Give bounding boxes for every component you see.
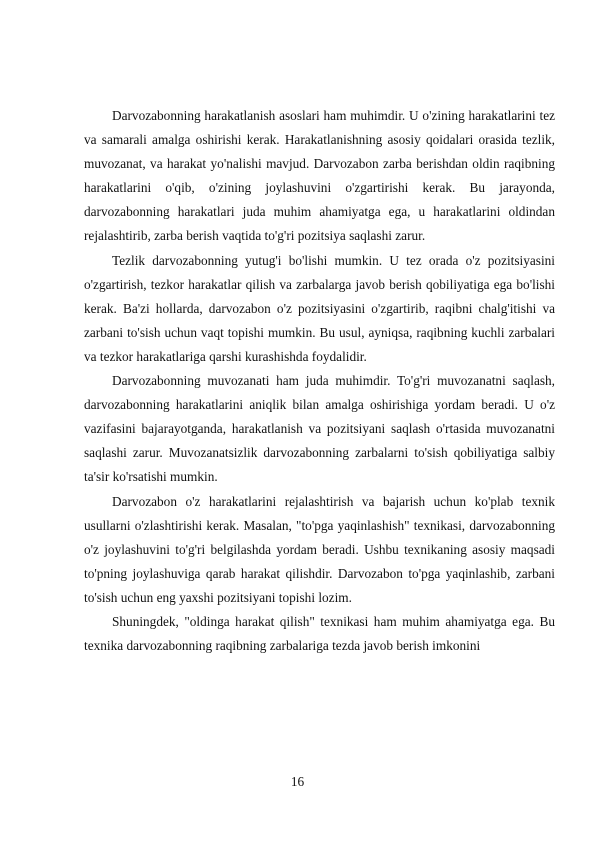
paragraph: Darvozabon o'z harakatlarini rejalashtirish va bajarish uchun ko'plab texnik usullarni o'zlashtirishi kerak. Masalan, "to'pga yaqinlashish" texnikasi, darvozabonning o'z joylashuvini to'g'ri belgilashda yordam beradi. Ushbu texnikaning asosiy maqsadi to'pning joylashuviga qarab harakat qilishdir. Darvozabon to'pga yaqinlashib, zarbani to'sish uchun eng yaxshi pozitsiyani topishi lozim. [84, 493, 555, 605]
paragraph: Darvozabonning harakatlanish asoslari ham muhimdir. U o'zining harakatlarini tez va samarali amalga oshirishi kerak. Harakatlanishning asosiy qoidalari orasida tezlik, muvozanat, va harakat yo'nalishi mavjud. Darvozabon zarba berishdan oldin raqibning harakatlarini o'qib, o'zining joylashuvini o'zgartirishi kerak. Bu jarayonda, darvozabonning harakatlari juda muhim ahamiyatga ega, u harakatlarini oldindan rejalashtirib, zarba berish vaqtida to'g'ri pozitsiya saqlashi zarur. [84, 108, 555, 244]
paragraph: Shuningdek, "oldinga harakat qilish" texnikasi ham muhim ahamiyatga ega. Bu texnika darvozabonning raqibning zarbalariga tezda javob berish imkonini [84, 613, 555, 654]
paragraph: Darvozabonning muvozanati ham juda muhimdir. To'g'ri muvozanatni saqlash, darvozabonning harakatlarini aniqlik bilan amalga oshirishiga yordam beradi. U o'z vazifasini bajarayotganda, harakatlanish va pozitsiyani saqlash o'rtasida muvozanatni saqlashi zarur. Muvozanatsizlik darvozabonning zarbalarni to'sish qobiliyatiga salbiy ta'sir ko'rsatishi mumkin. [84, 373, 555, 485]
paragraph: Tezlik darvozabonning yutug'i bo'lishi mumkin. U tez orada o'z pozitsiyasini o'zgartirish, tezkor harakatlar qilish va zarbalarga javob berish qobiliyatiga ega bo'lishi kerak. Ba'zi hollarda, darvozabon o'z pozitsiyasini o'zgartirib, raqibni chalg'itishi va zarbani to'sish uchun vaqt topishi mumkin. Bu usul, ayniqsa, raqibning kuchli zarbalari va tezkor harakatlariga qarshi kurashishda foydalidir. [84, 252, 555, 364]
page-number: 16 [290, 774, 305, 789]
document-body [84, 104, 555, 658]
